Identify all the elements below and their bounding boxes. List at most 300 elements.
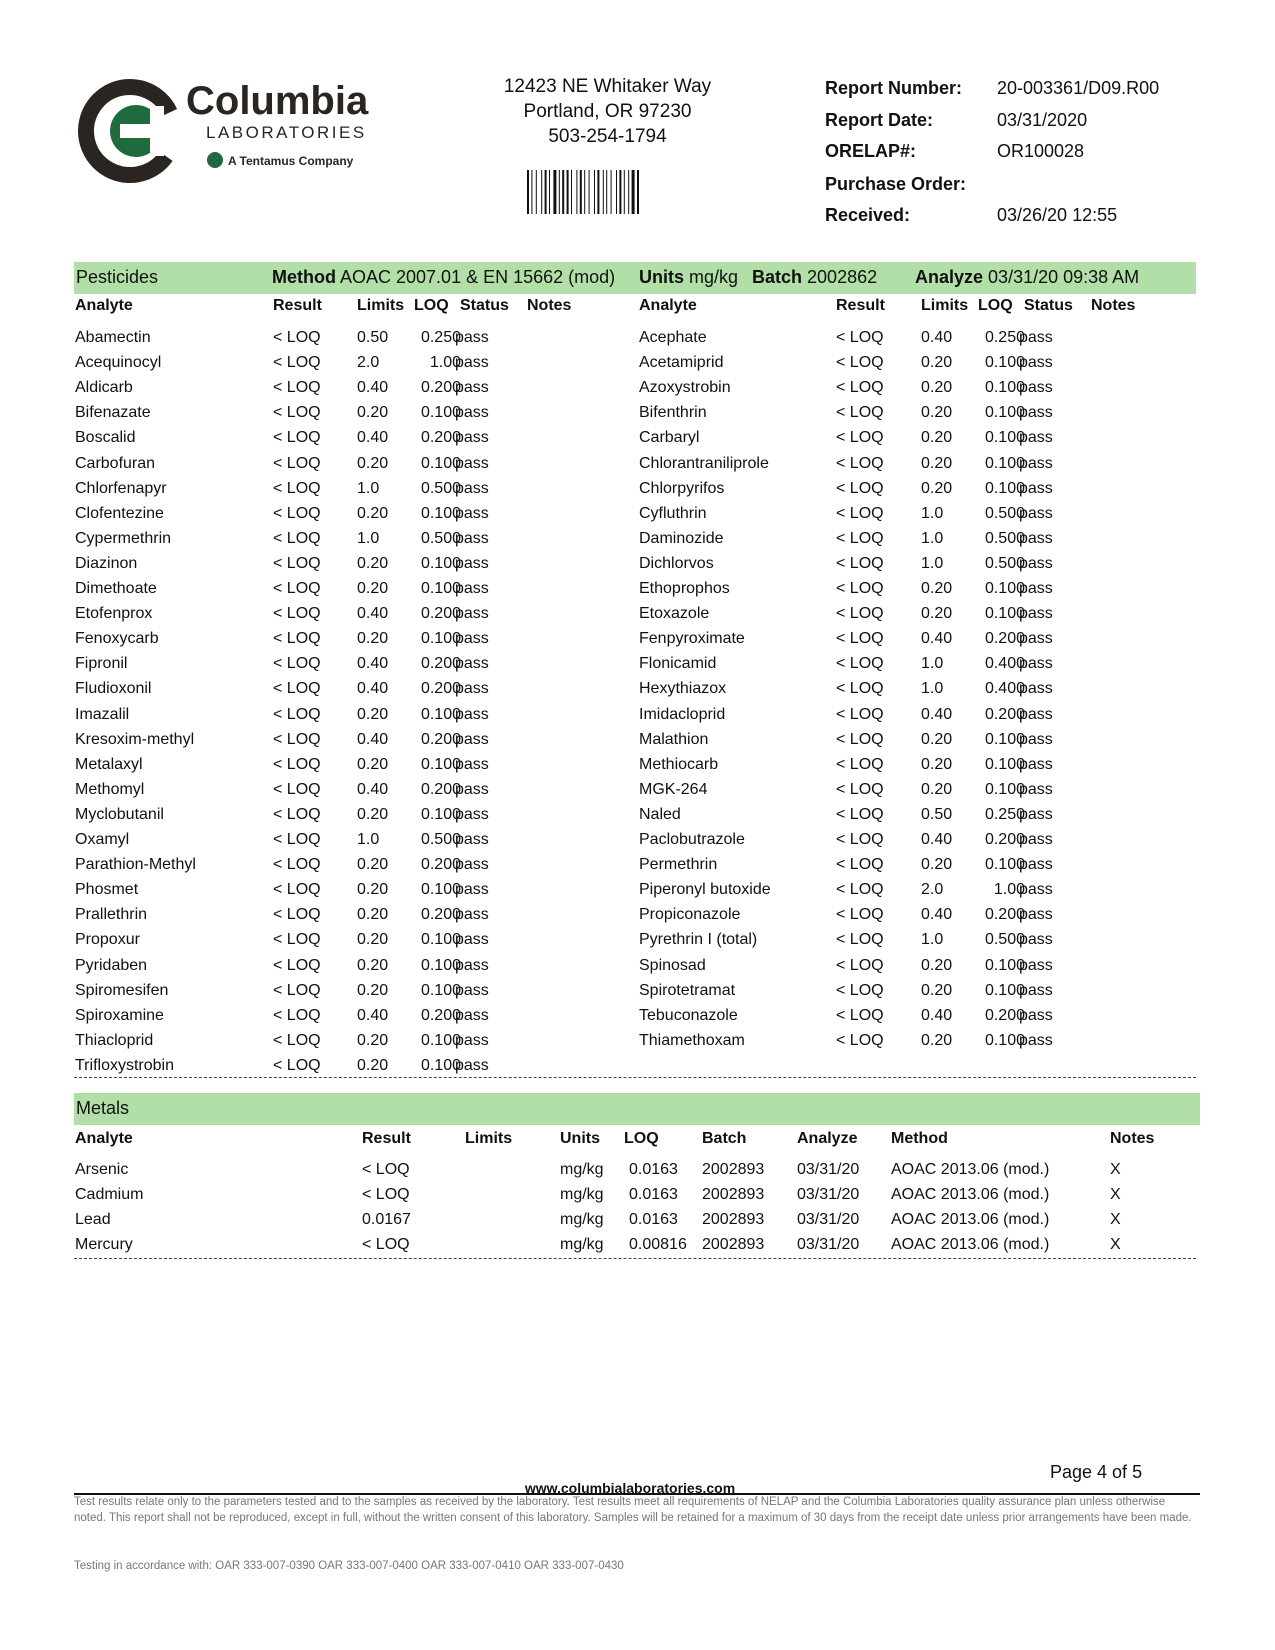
pesticide-loq: 0.200 — [420, 429, 461, 447]
pesticides-analyze — [915, 267, 1139, 288]
pesticide-limit: 0.20 — [357, 881, 389, 899]
pesticide-status: pass — [1019, 479, 1053, 497]
pesticide-limit: 0.20 — [357, 981, 389, 999]
pesticide-result: < LOQ — [273, 906, 321, 924]
pesticide-status: pass — [1019, 755, 1053, 773]
logo-brand-sub: LABORATORIES — [206, 123, 367, 142]
pesticide-result: < LOQ — [836, 329, 884, 346]
pesticide-limit: 0.20 — [357, 504, 389, 522]
pesticide-loq: 0.200 — [420, 780, 461, 798]
pesticide-status: pass — [1019, 529, 1053, 547]
metal-loq: 0.0163 — [629, 1161, 678, 1178]
col-result-right: Result — [836, 297, 885, 314]
pesticide-analyte: Pyridaben — [75, 956, 148, 974]
pesticide-status: pass — [455, 479, 489, 497]
metal-analyze: 03/31/20 — [797, 1211, 860, 1228]
col-loq-right: LOQ — [978, 297, 1013, 314]
pesticide-status: pass — [455, 454, 489, 472]
pesticide-status: pass — [455, 881, 489, 899]
pesticide-limit: 1.0 — [921, 931, 944, 949]
pesticide-loq: 0.100 — [420, 755, 461, 773]
pesticide-result: < LOQ — [836, 956, 884, 974]
pesticide-status: pass — [455, 956, 489, 974]
pesticide-limit: 0.40 — [921, 906, 953, 924]
pesticide-status: pass — [455, 755, 489, 773]
pesticide-limit: 0.20 — [357, 705, 389, 723]
metals-col-analyze: Analyze — [797, 1130, 858, 1147]
pesticide-status: pass — [455, 1006, 489, 1024]
pesticide-result: < LOQ — [273, 780, 321, 798]
pesticide-limit: 0.40 — [357, 680, 389, 698]
pesticide-result: < LOQ — [836, 831, 884, 848]
pesticide-status: pass — [1019, 1006, 1053, 1024]
pesticide-limit: 0.40 — [921, 831, 953, 848]
pesticide-analyte: Imidacloprid — [639, 705, 726, 723]
pesticide-loq: 0.100 — [420, 454, 461, 472]
pesticide-limit: 0.20 — [357, 931, 389, 949]
pesticide-result: < LOQ — [273, 956, 321, 974]
pesticide-loq: 0.400 — [984, 680, 1025, 698]
pesticide-result: < LOQ — [836, 554, 884, 572]
pesticide-status: pass — [1019, 504, 1053, 522]
metals-col-limits: Limits — [465, 1130, 513, 1147]
pesticide-result: < LOQ — [836, 429, 884, 447]
metal-loq: 0.0163 — [629, 1211, 678, 1228]
pesticide-result: < LOQ — [836, 404, 884, 422]
metal-method: AOAC 2013.06 (mod.) — [891, 1236, 1050, 1253]
pesticide-analyte: Kresoxim-methyl — [75, 730, 195, 748]
pesticide-limit: 0.40 — [357, 780, 389, 798]
pesticide-limit: 0.20 — [357, 630, 389, 648]
pesticide-status: pass — [455, 529, 489, 547]
pesticide-limit: 0.20 — [921, 454, 953, 472]
col-result-left: Result — [273, 297, 322, 314]
pesticide-analyte: Aldicarb — [75, 379, 133, 397]
pesticide-status: pass — [1019, 454, 1053, 472]
pesticide-limit: 0.20 — [357, 805, 389, 823]
pesticide-analyte: Tebuconazole — [639, 1006, 738, 1024]
website-link[interactable]: www.columbialaboratories.com — [524, 1480, 736, 1496]
metals-col-batch: Batch — [702, 1130, 747, 1147]
pesticide-status: pass — [455, 906, 489, 924]
pesticide-result: < LOQ — [273, 730, 321, 748]
metals-col-result: Result — [362, 1130, 411, 1147]
batch-value: 2002862 — [807, 267, 878, 287]
pesticide-analyte: Trifloxystrobin — [75, 1056, 174, 1074]
col-notes-left: Notes — [527, 297, 572, 314]
pesticide-analyte: Thiacloprid — [75, 1031, 154, 1049]
report-date-label: Report Date: — [825, 110, 934, 130]
pesticide-loq: 0.200 — [984, 630, 1025, 648]
pesticide-analyte: Myclobutanil — [75, 805, 164, 823]
pesticide-result: < LOQ — [273, 1006, 321, 1024]
pesticide-limit: 0.40 — [357, 605, 389, 623]
metal-method: AOAC 2013.06 (mod.) — [891, 1186, 1050, 1203]
pesticide-analyte: Etofenprox — [75, 605, 153, 623]
pesticide-limit: 0.40 — [357, 730, 389, 748]
pesticide-result: < LOQ — [273, 404, 321, 422]
pesticide-analyte: Etoxazole — [639, 605, 710, 623]
pesticide-analyte: Chlorantraniliprole — [639, 454, 769, 472]
pesticide-status: pass — [1019, 780, 1053, 798]
pesticides-divider — [74, 1077, 1196, 1078]
pesticide-analyte: Methiocarb — [639, 755, 719, 773]
pesticide-result: < LOQ — [836, 1031, 884, 1049]
pesticide-result: < LOQ — [836, 1006, 884, 1024]
pesticide-result: < LOQ — [836, 630, 884, 648]
pesticide-limit: 0.20 — [921, 981, 953, 999]
pesticide-status: pass — [1019, 680, 1053, 698]
pesticide-loq: 0.100 — [984, 454, 1025, 472]
metals-header-band — [74, 1093, 1200, 1125]
metals-divider — [74, 1258, 1196, 1259]
pesticides-title: Pesticides — [76, 267, 159, 287]
pesticide-analyte: Metalaxyl — [75, 755, 143, 773]
pesticide-loq: 0.100 — [984, 404, 1025, 422]
pesticide-result: < LOQ — [836, 730, 884, 748]
pesticide-result: < LOQ — [836, 805, 884, 823]
pesticide-analyte: Spiromesifen — [75, 981, 169, 999]
pesticide-limit: 0.20 — [921, 730, 953, 748]
pesticide-loq: 0.200 — [420, 655, 461, 673]
pesticide-status: pass — [1019, 329, 1053, 346]
pesticide-result: < LOQ — [273, 504, 321, 522]
address-street: 12423 NE Whitaker Way — [503, 76, 712, 97]
pesticide-status: pass — [1019, 805, 1053, 823]
col-limits-left: Limits — [357, 297, 405, 314]
pesticide-status: pass — [1019, 956, 1053, 974]
col-analyte-right: Analyte — [639, 297, 697, 314]
pesticide-result: < LOQ — [273, 479, 321, 497]
units-label: Units — [639, 267, 684, 287]
metal-units: mg/kg — [560, 1236, 604, 1253]
pesticide-analyte: Pyrethrin I (total) — [639, 931, 758, 949]
pesticide-status: pass — [455, 680, 489, 698]
pesticide-analyte: Prallethrin — [75, 906, 148, 924]
metal-result: 0.0167 — [362, 1211, 411, 1228]
pesticide-limit: 1.0 — [921, 680, 944, 698]
pesticide-status: pass — [1019, 931, 1053, 949]
metal-method: AOAC 2013.06 (mod.) — [891, 1211, 1050, 1228]
pesticide-analyte: Acetamiprid — [639, 354, 724, 372]
pesticide-loq: 0.500 — [984, 931, 1025, 949]
pesticide-loq: 0.100 — [984, 730, 1025, 748]
pesticide-limit: 1.0 — [921, 504, 944, 522]
pesticide-limit: 0.50 — [921, 805, 953, 823]
pesticide-limit: 2.0 — [921, 881, 944, 899]
received-label: Received: — [825, 205, 911, 225]
pesticide-limit: 0.20 — [921, 429, 953, 447]
pesticide-status: pass — [1019, 1031, 1053, 1049]
pesticide-result: < LOQ — [273, 805, 321, 823]
col-loq-left: LOQ — [414, 297, 449, 314]
pesticide-loq: 0.500 — [984, 529, 1025, 547]
metal-analyte: Mercury — [75, 1236, 133, 1253]
pesticide-status: pass — [1019, 856, 1053, 874]
metal-units: mg/kg — [560, 1161, 604, 1178]
pesticide-loq: 0.250 — [984, 805, 1025, 823]
pesticide-analyte: Propoxur — [75, 931, 140, 949]
pesticide-result: < LOQ — [273, 429, 321, 447]
pesticide-loq: 0.250 — [420, 329, 461, 346]
pesticide-status: pass — [1019, 981, 1053, 999]
analyze-value: 03/31/20 09:38 AM — [988, 267, 1140, 287]
pesticide-analyte: Chlorpyrifos — [639, 479, 725, 497]
metal-batch: 2002893 — [702, 1211, 765, 1228]
pesticide-analyte: Thiamethoxam — [639, 1031, 745, 1049]
pesticide-status: pass — [1019, 881, 1053, 899]
pesticide-analyte: Fludioxonil — [75, 680, 152, 698]
pesticide-loq: 0.100 — [420, 705, 461, 723]
pesticide-analyte: Bifenazate — [75, 404, 151, 422]
pesticide-status: pass — [455, 605, 489, 623]
pesticide-limit: 1.0 — [921, 529, 944, 547]
pesticide-limit: 0.50 — [357, 329, 389, 346]
col-status-left: Status — [460, 297, 509, 314]
pesticide-result: < LOQ — [836, 655, 884, 673]
metal-batch: 2002893 — [702, 1186, 765, 1203]
pesticide-loq: 0.200 — [420, 730, 461, 748]
method-value: AOAC 2007.01 & EN 15662 (mod) — [340, 267, 616, 287]
pesticide-limit: 0.20 — [357, 554, 389, 572]
pesticide-result: < LOQ — [836, 379, 884, 397]
pesticide-loq: 0.500 — [984, 504, 1025, 522]
pesticide-analyte: Phosmet — [75, 881, 139, 899]
pesticide-analyte: Imazalil — [75, 705, 130, 723]
pesticide-status: pass — [455, 1056, 489, 1074]
pesticide-limit: 1.0 — [357, 831, 380, 848]
pesticide-status: pass — [455, 805, 489, 823]
pesticide-loq: 0.100 — [984, 354, 1025, 372]
report-number-label: Report Number: — [825, 78, 963, 98]
pesticide-analyte: Fenoxycarb — [75, 630, 159, 648]
pesticide-status: pass — [455, 329, 489, 346]
col-notes-right: Notes — [1091, 297, 1136, 314]
pesticide-limit: 0.20 — [357, 404, 389, 422]
pesticide-result: < LOQ — [836, 354, 884, 372]
method-label: Method — [272, 267, 336, 287]
address-phone: 503-254-1794 — [548, 126, 667, 147]
analyze-label: Analyze — [915, 267, 984, 287]
pesticide-status: pass — [455, 504, 489, 522]
pesticide-status: pass — [455, 780, 489, 798]
pesticides-units — [639, 267, 738, 288]
pesticide-loq: 0.500 — [420, 831, 461, 848]
pesticide-limit: 0.20 — [357, 856, 389, 874]
metal-analyze: 03/31/20 — [797, 1186, 860, 1203]
pesticide-loq: 0.500 — [420, 479, 461, 497]
pesticide-limit: 0.40 — [357, 1006, 389, 1024]
pesticide-result: < LOQ — [273, 529, 321, 547]
pesticide-limit: 0.20 — [921, 856, 953, 874]
pesticide-analyte: Clofentezine — [75, 504, 164, 522]
pesticide-loq: 0.500 — [420, 529, 461, 547]
pesticide-loq: 0.100 — [420, 630, 461, 648]
pesticide-loq: 0.100 — [420, 554, 461, 572]
pesticide-limit: 0.20 — [921, 1031, 953, 1049]
received-value: 03/26/20 12:55 — [997, 205, 1118, 225]
pesticide-loq: 0.500 — [984, 554, 1025, 572]
pesticide-analyte: Spinosad — [639, 956, 706, 974]
pesticide-limit: 1.0 — [357, 529, 380, 547]
pesticide-result: < LOQ — [273, 1056, 321, 1074]
pesticide-loq: 0.200 — [420, 379, 461, 397]
pesticide-result: < LOQ — [836, 780, 884, 798]
pesticide-result: < LOQ — [273, 329, 321, 346]
pesticide-limit: 0.20 — [357, 454, 389, 472]
pesticide-limit: 1.0 — [921, 554, 944, 572]
pesticide-analyte: Chlorfenapyr — [75, 479, 167, 497]
pesticide-limit: 0.40 — [921, 329, 953, 346]
pesticide-loq: 0.100 — [984, 580, 1025, 597]
pesticide-status: pass — [455, 705, 489, 723]
pesticide-limit: 0.20 — [357, 906, 389, 924]
pesticide-status: pass — [455, 630, 489, 648]
logo-brand-name: Columbia — [186, 79, 369, 123]
pesticide-loq: 0.100 — [420, 1056, 461, 1074]
pesticide-analyte: Dichlorvos — [639, 554, 714, 572]
pesticide-status: pass — [455, 429, 489, 447]
pesticide-loq: 0.200 — [420, 605, 461, 623]
pesticide-result: < LOQ — [273, 981, 321, 999]
pesticide-loq: 0.100 — [420, 504, 461, 522]
pesticide-limit: 2.0 — [357, 354, 380, 372]
pesticide-status: pass — [1019, 429, 1053, 447]
pesticide-result: < LOQ — [273, 630, 321, 648]
pesticide-status: pass — [455, 354, 489, 372]
pesticide-result: < LOQ — [273, 454, 321, 472]
pesticide-limit: 0.20 — [921, 580, 953, 597]
pesticide-status: pass — [1019, 730, 1053, 748]
pesticide-limit: 0.20 — [357, 1056, 389, 1074]
metal-analyte: Arsenic — [75, 1161, 129, 1178]
pesticide-loq: 1.00 — [993, 881, 1025, 899]
pesticide-loq: 0.200 — [984, 1006, 1025, 1024]
orelap-label: ORELAP#: — [825, 141, 917, 161]
pesticide-loq: 0.100 — [420, 981, 461, 999]
pesticide-loq: 0.100 — [984, 1031, 1025, 1049]
pesticide-status: pass — [455, 404, 489, 422]
pesticide-analyte: Abamectin — [75, 329, 151, 346]
pesticide-result: < LOQ — [836, 504, 884, 522]
pesticide-loq: 1.00 — [429, 354, 461, 372]
pesticide-status: pass — [1019, 404, 1053, 422]
pesticide-result: < LOQ — [836, 529, 884, 547]
pesticide-analyte: Cyfluthrin — [639, 504, 707, 522]
pesticide-status: pass — [455, 831, 489, 848]
pesticide-loq: 0.100 — [984, 755, 1025, 773]
pesticide-loq: 0.200 — [420, 680, 461, 698]
oar-compliance-text: Testing in accordance with: OAR 333-007-0390 OAR 333-007-0400 OAR 333-007-0410 OAR 333-007-0430 — [74, 1560, 624, 1572]
pesticide-analyte: Parathion-Methyl — [75, 856, 196, 874]
report-date: 03/31/2020 — [997, 110, 1088, 130]
logo-tagline: A Tentamus Company — [228, 154, 354, 168]
pesticide-status: pass — [1019, 554, 1053, 572]
metal-loq: 0.0163 — [629, 1186, 678, 1203]
pesticide-analyte: Oxamyl — [75, 831, 130, 848]
pesticide-status: pass — [455, 931, 489, 949]
metal-analyze: 03/31/20 — [797, 1236, 860, 1253]
pesticide-result: < LOQ — [273, 379, 321, 397]
pesticide-loq: 0.100 — [420, 931, 461, 949]
pesticide-analyte: Propiconazole — [639, 906, 741, 924]
pesticide-limit: 0.40 — [357, 429, 389, 447]
pesticide-analyte: Malathion — [639, 730, 709, 748]
pesticide-loq: 0.100 — [984, 605, 1025, 623]
pesticide-result: < LOQ — [836, 454, 884, 472]
metal-units: mg/kg — [560, 1211, 604, 1228]
disclaimer-text: Test results relate only to the parameters tested and to the samples as received by the laboratory. Test results meet all requirements of NELAP and the Columbia Laboratories quality assurance plan unless otherwise noted. This report shall not be reproduced, except in full, without the written consent of this laboratory. Samples will be retained for a maximum of 30 days from the receipt date unless prior arrangements have been made. — [74, 1496, 1192, 1524]
pesticide-result: < LOQ — [273, 655, 321, 673]
metal-result: < LOQ — [362, 1236, 410, 1253]
pesticide-limit: 0.40 — [921, 705, 953, 723]
purchase-order-label: Purchase Order: — [825, 174, 967, 194]
pesticide-loq: 0.100 — [984, 379, 1025, 397]
pesticide-analyte: Dimethoate — [75, 580, 157, 597]
metal-method: AOAC 2013.06 (mod.) — [891, 1161, 1050, 1178]
pesticide-analyte: Piperonyl butoxide — [639, 881, 771, 899]
pesticide-analyte: Permethrin — [639, 856, 718, 874]
metal-analyte: Cadmium — [75, 1186, 144, 1203]
pesticide-status: pass — [455, 379, 489, 397]
pesticide-analyte: Methomyl — [75, 780, 145, 798]
pesticide-loq: 0.100 — [420, 404, 461, 422]
pesticide-loq: 0.100 — [420, 881, 461, 899]
pesticide-limit: 1.0 — [921, 655, 944, 673]
metal-result: < LOQ — [362, 1161, 410, 1178]
pesticide-loq: 0.100 — [984, 780, 1025, 798]
pesticide-result: < LOQ — [273, 680, 321, 698]
pesticide-result: < LOQ — [273, 354, 321, 372]
pesticide-limit: 0.20 — [921, 780, 953, 798]
pesticide-result: < LOQ — [273, 605, 321, 623]
pesticide-result: < LOQ — [273, 931, 321, 949]
pesticides-header-band — [74, 262, 1196, 294]
pesticide-limit: 0.40 — [921, 1006, 953, 1024]
batch-label: Batch — [752, 267, 803, 287]
pesticide-status: pass — [1019, 354, 1053, 372]
pesticide-loq: 0.250 — [984, 329, 1025, 346]
pesticide-status: pass — [455, 554, 489, 572]
metal-units: mg/kg — [560, 1186, 604, 1203]
pesticide-analyte: Hexythiazox — [639, 680, 727, 698]
pesticide-analyte: Acequinocyl — [75, 354, 162, 372]
pesticide-limit: 0.40 — [357, 655, 389, 673]
pesticide-loq: 0.100 — [420, 805, 461, 823]
pesticide-result: < LOQ — [273, 755, 321, 773]
pesticide-limit: 0.20 — [357, 956, 389, 974]
metals-title: Metals — [76, 1098, 130, 1118]
metal-batch: 2002893 — [702, 1236, 765, 1253]
address-city: Portland, OR 97230 — [523, 101, 692, 122]
pesticide-result: < LOQ — [836, 605, 884, 623]
pesticide-status: pass — [1019, 705, 1053, 723]
pesticide-status: pass — [1019, 906, 1053, 924]
metal-batch: 2002893 — [702, 1161, 765, 1178]
pesticide-result: < LOQ — [273, 705, 321, 723]
pesticide-status: pass — [455, 981, 489, 999]
metals-col-analyte: Analyte — [75, 1130, 133, 1147]
pesticide-loq: 0.100 — [420, 1031, 461, 1049]
pesticide-result: < LOQ — [273, 580, 321, 597]
pesticide-analyte: Naled — [639, 805, 681, 823]
metal-analyte: Lead — [75, 1211, 111, 1228]
pesticide-result: < LOQ — [836, 931, 884, 949]
pesticide-loq: 0.200 — [984, 705, 1025, 723]
pesticide-result: < LOQ — [836, 856, 884, 874]
pesticide-result: < LOQ — [273, 554, 321, 572]
pesticide-status: pass — [1019, 655, 1053, 673]
